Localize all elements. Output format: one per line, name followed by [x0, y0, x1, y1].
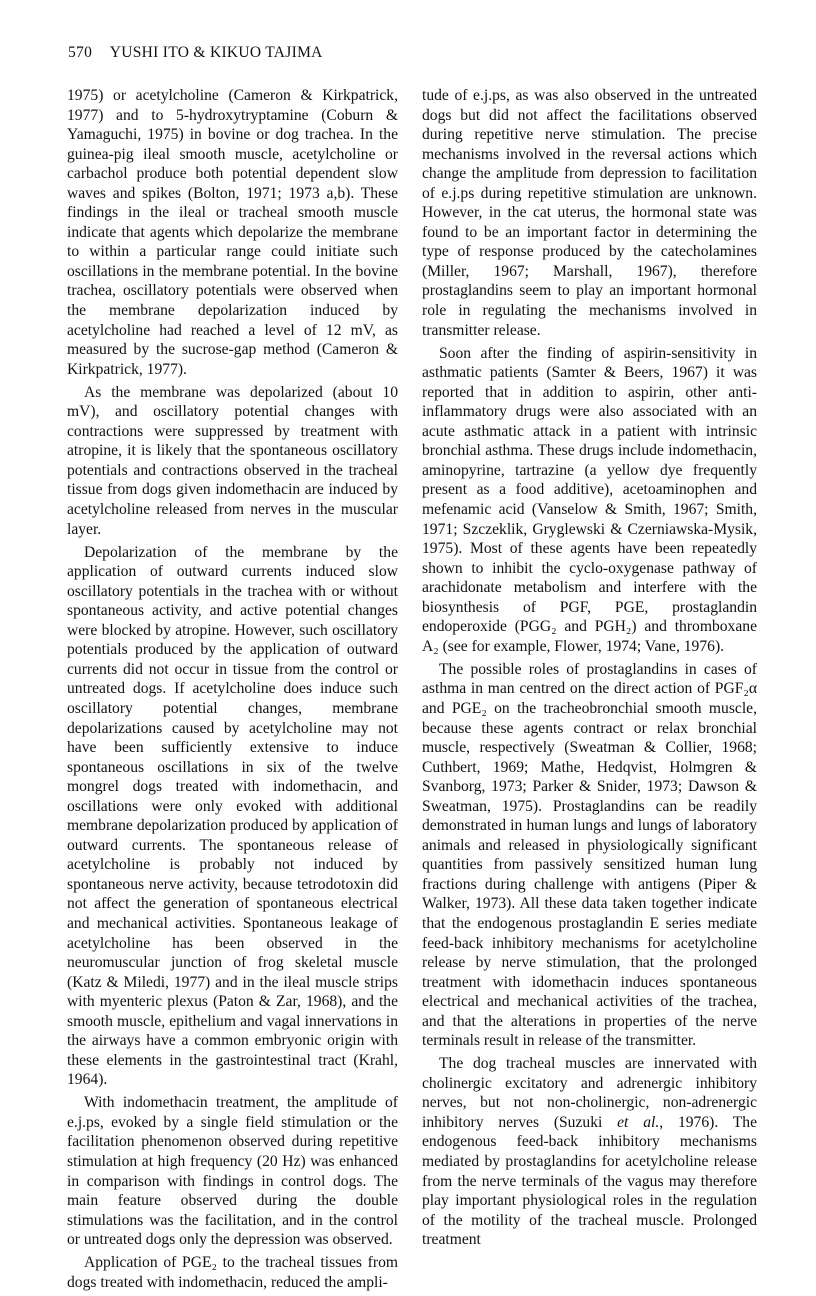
right-column — [422, 86, 757, 1253]
authors: YUSHI ITO & KIKUO TAJIMA — [109, 44, 323, 61]
left-column — [67, 86, 398, 1296]
paragraph: With indomethacin treatment, the amplitude of e.j.ps, evoked by a single field stimulation or the facilitation phenomenon observed during repetitive stimulation at high frequency (20 Hz) was enhanced in comparison with findings in control dogs. The main feature observed during the double stimulations was the facilitation, and in the control or untreated dogs only the depression was observed. — [67, 1094, 398, 1249]
paragraph — [422, 1054, 757, 1249]
paragraph: Depolarization of the membrane by the application of outward currents induced slow oscillatory potentials in the trachea with or without spontaneous activity, and active potential changes were blocked by atropine. However, such oscillatory potentials produced by the application of outward currents did not occur in tissue from the control or untreated dogs. If acetylcholine does induce such oscillatory potential changes, membrane depolarizations caused by acetylcholine may not have been sufficiently extensive to induce spontaneous oscillations in six of the twelve mongrel dogs treated with indomethacin, and oscillations were only evoked with additional membrane depolarization produced by application of outward currents. The spontaneous release of acetylcholine is probably not induced by spontaneous nerve activity, because tetrodotoxin did not affect the generation of spontaneous electrical and mechanical activities. Spontaneous leakage of acetylcholine has been observed in the neuromuscular junction of frog skeletal muscle (Katz & Miledi, 1977) and in the ileal muscle strips with myenteric plexus (Paton & Zar, 1968), and the smooth muscle, epithelium and vagal innervations in the airways have a common embryonic origin with these elements in the gastrointestinal tract (Krahl, 1964). — [67, 543, 398, 1089]
paragraph: Application of PGE₂ to the tracheal tissues from dogs treated with indomethacin, reduced the ampli- — [67, 1254, 398, 1291]
paragraph: Soon after the finding of aspirin-sensitivity in asthmatic patients (Samter & Beers, 1967) it was reported that in addition to aspirin, other anti-inflammatory drugs were also associated with an acute asthmatic attack in a patient with intrinsic bronchial asthma. These drugs include indomethacin, aminopyrine, tartrazine (a yellow dye frequently present as a food additive), acetoaminophen and mefenamic acid (Vanselow & Smith, 1967; Smith, 1971; Szczeklik, Gryglewski & Czerniawska-Mysik, 1975). Most of these agents have been repeatedly shown to inhibit the cyclo-oxygenase pathway of arachidonate metabolism and interfere with the biosynthesis of PGF, PGE, prostaglandin endoperoxide (PGG₂ and PGH₂) and thromboxane A₂ (see for example, Flower, 1974; Vane, 1976). — [422, 344, 757, 655]
paragraph: tude of e.j.ps, as was also observed in the untreated dogs but did not affect the facilitations observed during repetitive nerve stimulation. The precise mechanisms involved in the reversal actions which change the amplitude from depression to facilitation of e.j.ps during repetitive stimulation are unknown. However, in the cat uterus, the hormonal state was found to be an important factor in determining the type of response produced by the catecholamines (Miller, 1967; Marshall, 1967), therefore prostaglandins seem to play an important hormonal role in regulating the mechanisms involved in transmitter release. — [422, 87, 757, 339]
text-segment: , 1976). The endogenous feed-back inhibitory mechanisms mediated by prostaglandins for acetylcholine release from the nerve terminals of the vagus may therefore play important physiological roles in the regulation of the motility of the tracheal muscle. Prolonged treatment — [422, 1113, 757, 1249]
paragraph: As the membrane was depolarized (about 10 mV), and oscillatory potential changes with contractions were suppressed by treatment with atropine, it is likely that the spontaneous oscillatory potentials and contractions observed in the tracheal tissue from dogs given indomethacin are induced by acetylcholine released from nerves in the muscular layer. — [67, 383, 398, 538]
italic-text: et al. — [617, 1113, 660, 1131]
paragraph: The possible roles of prostaglandins in cases of asthma in man centred on the direct action of PGF₂α and PGE₂ on the tracheobronchial smooth muscle, because these agents contract or relax bronchial muscle, respectively (Sweatman & Collier, 1968; Cuthbert, 1969; Mathe, Hedqvist, Holmgren & Svanborg, 1973; Parker & Snider, 1973; Dawson & Sweatman, 1975). Prostaglandins can be readily demonstrated in human lungs and lungs of laboratory animals and released in physiologically significant quantities from passively sensitized human lung fractions during challenge with antigens (Piper & Walker, 1973). All these data taken together indicate that the endogenous prostaglandin E series mediate feed-back inhibitory mechanisms for acetylcholine release by nerve stimulation, that the prolonged treatment with idomethacin induces spontaneous electrical and mechanical activities of the trachea, and that the alterations in properties of the nerve terminals result in release of the transmitter. — [422, 660, 757, 1050]
page-number: 570 — [68, 44, 93, 61]
running-header — [68, 44, 323, 62]
paragraph: 1975) or acetylcholine (Cameron & Kirkpatrick, 1977) and to 5-hydroxytryptamine (Coburn & Yamaguchi, 1975) in bovine or dog trachea. In the guinea-pig ileal smooth muscle, acetylcholine or carbachol produce both potential dependent slow waves and spikes (Bolton, 1971; 1973 a,b). These findings in the ileal or tracheal smooth muscle indicate that agents which depolarize the membrane to within a particular range could initiate such oscillations in the membrane potential. In the bovine trachea, oscillatory potentials were observed when the membrane depolarization induced by acetylcholine had reached a level of 12 mV, as measured by the sucrose-gap method (Cameron & Kirkpatrick, 1977). — [67, 87, 398, 378]
text-segment: The dog tracheal muscles are innervated with cholinergic excitatory and adrenergic inhibitory nerves, but not non-cholinergic, non-adrenergic inhibitory nerves (Suzuki — [422, 1055, 757, 1131]
